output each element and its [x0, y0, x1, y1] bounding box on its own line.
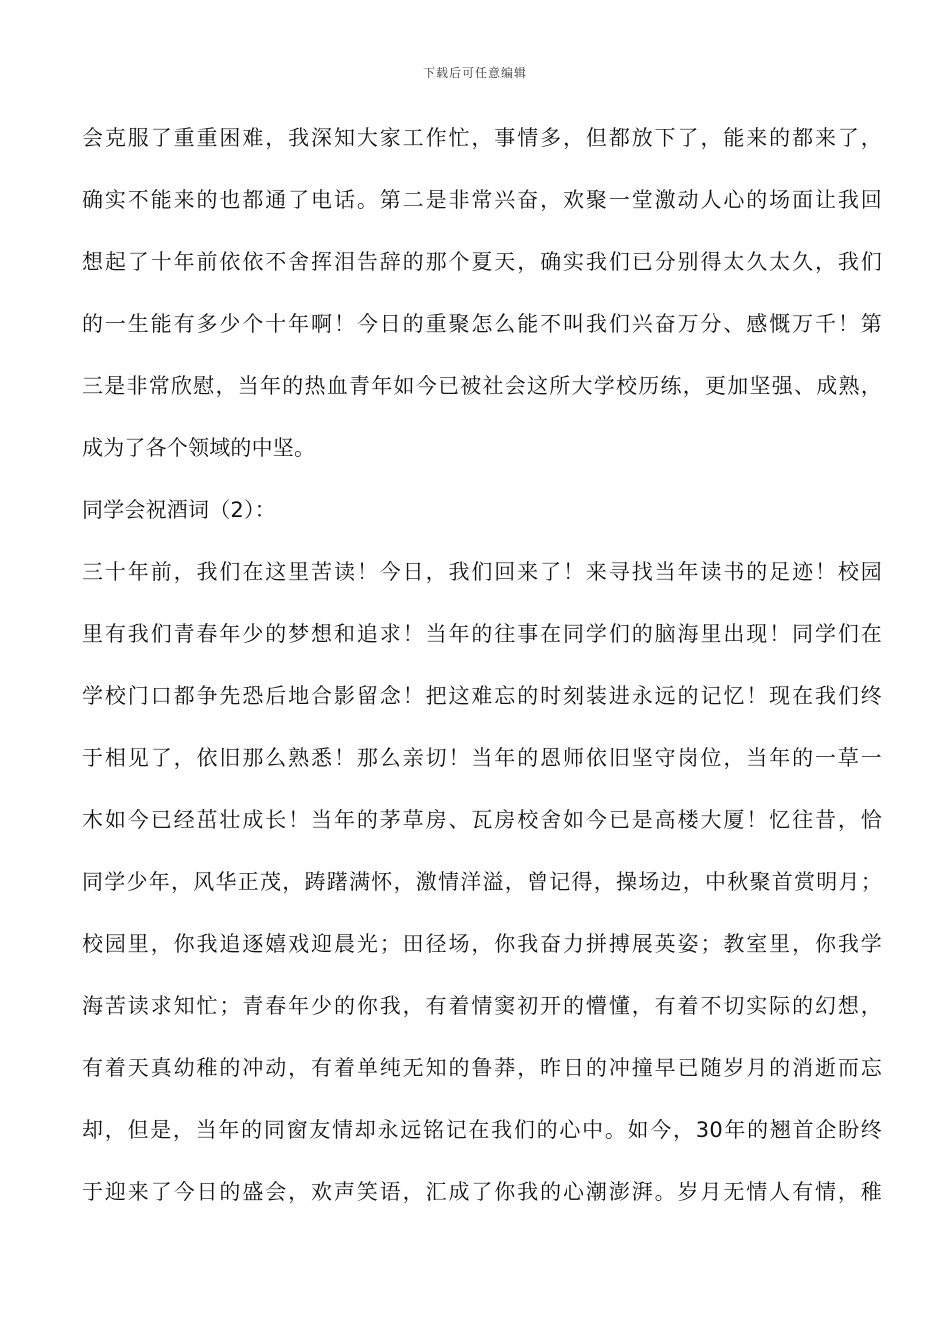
text-line: 确实不能来的也都通了电话。第二是非常兴奋，欢聚一堂激动人心的场面让我回 [82, 188, 882, 212]
text-line: 同学少年，风华正茂，踌躇满怀，激情洋溢，曾记得，操场边，中秋聚首赏明月； [82, 870, 882, 894]
text-line: 三十年前，我们在这里苦读！今日，我们回来了！来寻找当年读书的足迹！校园 [82, 560, 882, 584]
text-line: 木如今已经茁壮成长！当年的茅草房、瓦房校舍如今已是高楼大厦！忆往昔，恰 [82, 808, 882, 832]
text-line: 里有我们青春年少的梦想和追求！当年的往事在同学们的脑海里出现！同学们在 [82, 622, 882, 646]
text-line: 有着天真幼稚的冲动，有着单纯无知的鲁莽，昨日的冲撞早已随岁月的消逝而忘 [82, 1056, 882, 1080]
text-line: 三是非常欣慰，当年的热血青年如今已被社会这所大学校历练，更加坚强、成熟， [82, 374, 882, 398]
text-line: 却，但是，当年的同窗友情却永远铭记在我们的心中。如今，30年的翘首企盼终 [82, 1118, 882, 1142]
page-header: 下载后可任意编辑 [422, 66, 527, 80]
text-line: 于相见了，依旧那么熟悉！那么亲切！当年的恩师依旧坚守岗位，当年的一草一 [82, 746, 882, 770]
section-heading: 同学会祝酒词（2）： [82, 498, 276, 522]
text-line: 想起了十年前依依不舍挥泪告辞的那个夏天，确实我们已分别得太久太久，我们 [82, 250, 882, 274]
text-line: 学校门口都争先恐后地合影留念！把这难忘的时刻装进永远的记忆！现在我们终 [82, 684, 882, 708]
text-line: 成为了各个领域的中坚。 [82, 436, 316, 460]
text-line: 校园里，你我追逐嬉戏迎晨光；田径场，你我奋力拼搏展英姿；教室里，你我学 [82, 932, 882, 956]
document-body [82, 118, 882, 1234]
text-line: 的一生能有多少个十年啊！今日的重聚怎么能不叫我们兴奋万分、感慨万千！第 [82, 312, 882, 336]
text-line: 海苦读求知忙；青春年少的你我，有着情窦初开的懵懂，有着不切实际的幻想， [82, 994, 882, 1018]
text-line: 于迎来了今日的盛会，欢声笑语，汇成了你我的心潮澎湃。岁月无情人有情，稚 [82, 1180, 882, 1204]
text-line: 会克服了重重困难，我深知大家工作忙，事情多，但都放下了，能来的都来了， [82, 126, 882, 150]
